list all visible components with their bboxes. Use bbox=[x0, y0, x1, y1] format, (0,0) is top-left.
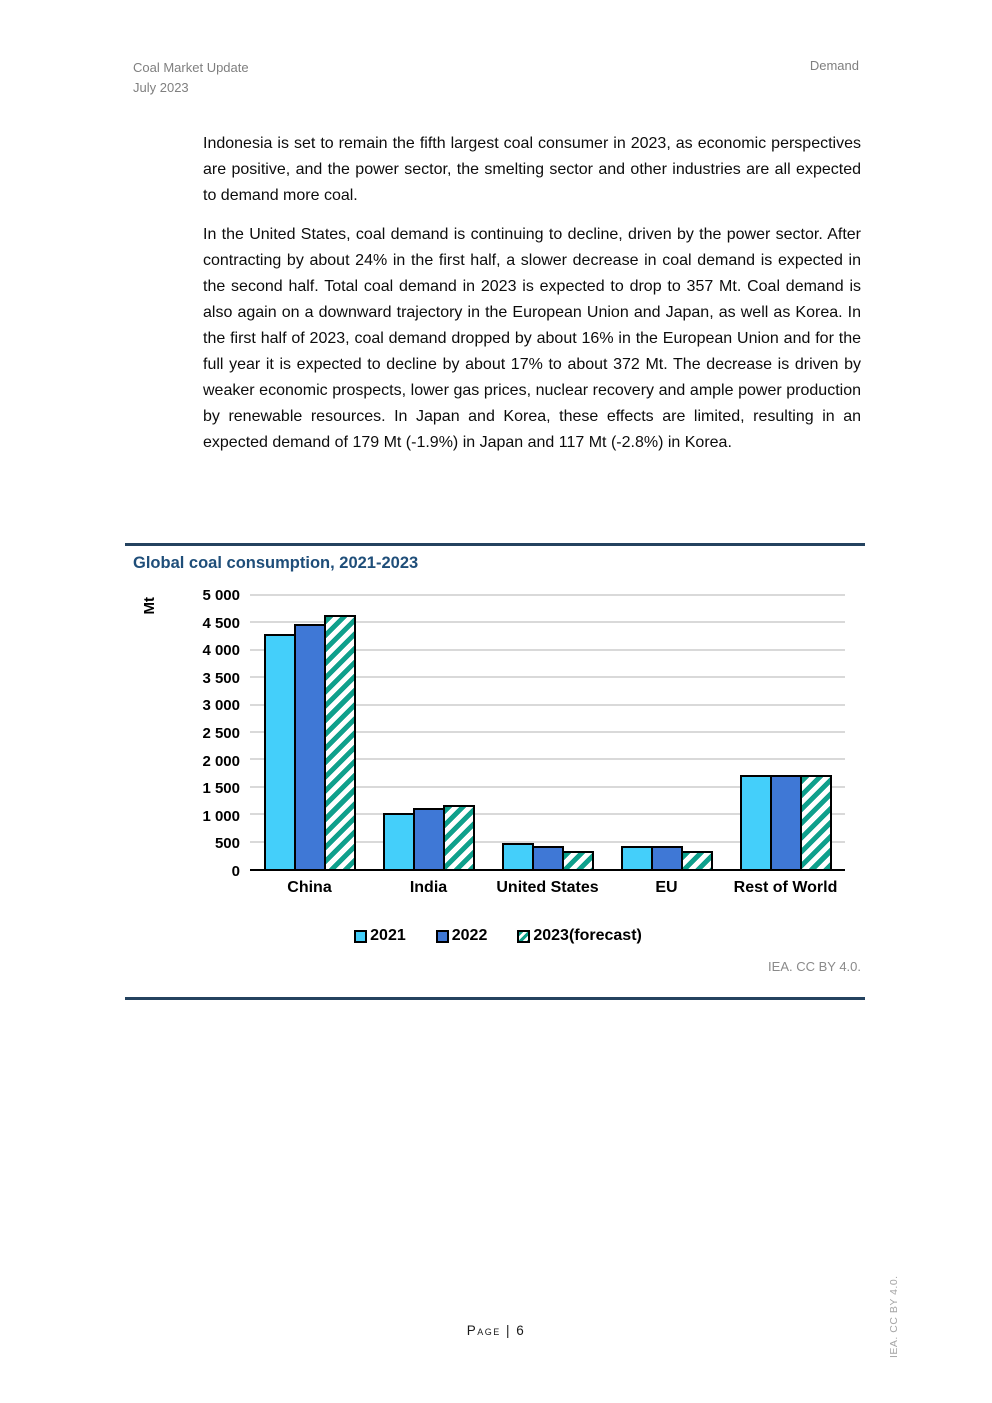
bar-2022-rest-of-world bbox=[770, 775, 802, 871]
paragraph-indonesia: Indonesia is set to remain the fifth largest coal consumer in 2023, as economic perspectives are positive, and the power sector, the smelting sector and other industries are all expected to demand more coal. bbox=[203, 135, 861, 204]
bar-2023-forecast--united-states bbox=[562, 851, 594, 871]
y-tick-label: 1 000 bbox=[202, 807, 240, 825]
bar-2021-india bbox=[383, 813, 415, 871]
legend-item-2021 bbox=[354, 927, 406, 945]
y-tick-label: 4 000 bbox=[202, 642, 240, 660]
bar-2023-forecast--rest-of-world bbox=[800, 775, 832, 871]
section-rule-bottom bbox=[125, 997, 865, 1000]
bar-2021-eu bbox=[621, 846, 653, 871]
legend-label: 2022 bbox=[451, 927, 488, 944]
bar-group-eu bbox=[607, 595, 726, 869]
chart-legend bbox=[133, 927, 863, 945]
bar-group-rest-of-world bbox=[726, 595, 845, 869]
bar-group-united-states bbox=[488, 595, 607, 869]
header-left bbox=[133, 58, 249, 98]
y-tick-label: 500 bbox=[214, 835, 240, 853]
bar-2022-china bbox=[294, 624, 326, 871]
legend-label: 2023(forecast) bbox=[533, 927, 642, 944]
section-rule-top bbox=[125, 543, 865, 546]
x-category-label: EU bbox=[655, 879, 678, 896]
y-tick-label: 4 500 bbox=[202, 614, 240, 632]
paragraph-united-states: In the United States, coal demand is continuing to decline, driven by the power sector. After contracting by about 24% in the first half, a slower decrease in coal demand is expected in the second half. Total coal demand in 2023 is expected to drop to 357 Mt. Coal demand is also again on a downward trajectory in the European Union and Japan, as well as Korea. In the first half of 2023, coal demand dropped by about 16% in the European Union and for the full year it is expected to decline by about 17% to about 372 Mt. The decrease is driven by weaker economic prospects, lower gas prices, nuclear recovery and ample power production by renewable resources. In Japan and Korea, these effects are limited, resulting in an expected demand of 179 Mt (-1.9%) in Japan and 117 Mt (-2.8%) in Korea. bbox=[203, 226, 861, 451]
body-text bbox=[203, 131, 861, 469]
bar-2021-united-states bbox=[502, 843, 534, 871]
x-axis-category-labels bbox=[250, 879, 845, 897]
bar-2022-eu bbox=[651, 846, 683, 871]
y-tick-label: 3 000 bbox=[202, 697, 240, 715]
y-axis-title: Mt bbox=[141, 597, 158, 615]
chart-title: Global coal consumption, 2021-2023 bbox=[133, 554, 419, 572]
x-category-label: India bbox=[409, 879, 448, 896]
x-category-label: Rest of World bbox=[733, 879, 838, 896]
bar-2021-rest-of-world bbox=[740, 775, 772, 871]
y-tick-label: 0 bbox=[231, 863, 240, 880]
bar-group-china bbox=[250, 595, 369, 869]
y-axis-tick-labels bbox=[140, 587, 240, 880]
bar-group-india bbox=[369, 595, 488, 869]
y-tick-label: 1 500 bbox=[202, 780, 240, 798]
legend-label: 2021 bbox=[370, 927, 406, 944]
y-tick-label: 2 000 bbox=[202, 752, 240, 770]
x-category-label: United States bbox=[496, 879, 599, 896]
bar-2023-forecast--india bbox=[443, 805, 475, 871]
bar-2023-forecast--eu bbox=[681, 851, 713, 871]
legend-swatch-icon bbox=[354, 930, 367, 943]
legend-item-2022 bbox=[436, 927, 488, 945]
header-doc-title: Coal Market Update bbox=[133, 60, 249, 75]
legend-item-2023-forecast- bbox=[517, 927, 642, 945]
legend-swatch-icon bbox=[517, 930, 530, 943]
side-attribution: IEA. CC BY 4.0. bbox=[888, 1275, 900, 1358]
legend-swatch-icon bbox=[436, 930, 449, 943]
y-tick-label: 5 000 bbox=[202, 587, 240, 604]
bar-2022-india bbox=[413, 808, 445, 871]
chart-plot-area bbox=[250, 595, 845, 871]
bar-2023-forecast--china bbox=[324, 615, 356, 871]
header-section: Demand bbox=[809, 58, 859, 73]
bar-2022-united-states bbox=[532, 846, 564, 871]
x-category-label: China bbox=[287, 879, 332, 896]
chart-attribution: IEA. CC BY 4.0. bbox=[768, 959, 861, 974]
header-doc-date: July 2023 bbox=[133, 80, 189, 95]
page-number: Page | 6 bbox=[466, 1323, 526, 1338]
y-tick-label: 2 500 bbox=[202, 725, 240, 742]
y-tick-label: 3 500 bbox=[202, 669, 240, 687]
bar-2021-china bbox=[264, 634, 296, 871]
